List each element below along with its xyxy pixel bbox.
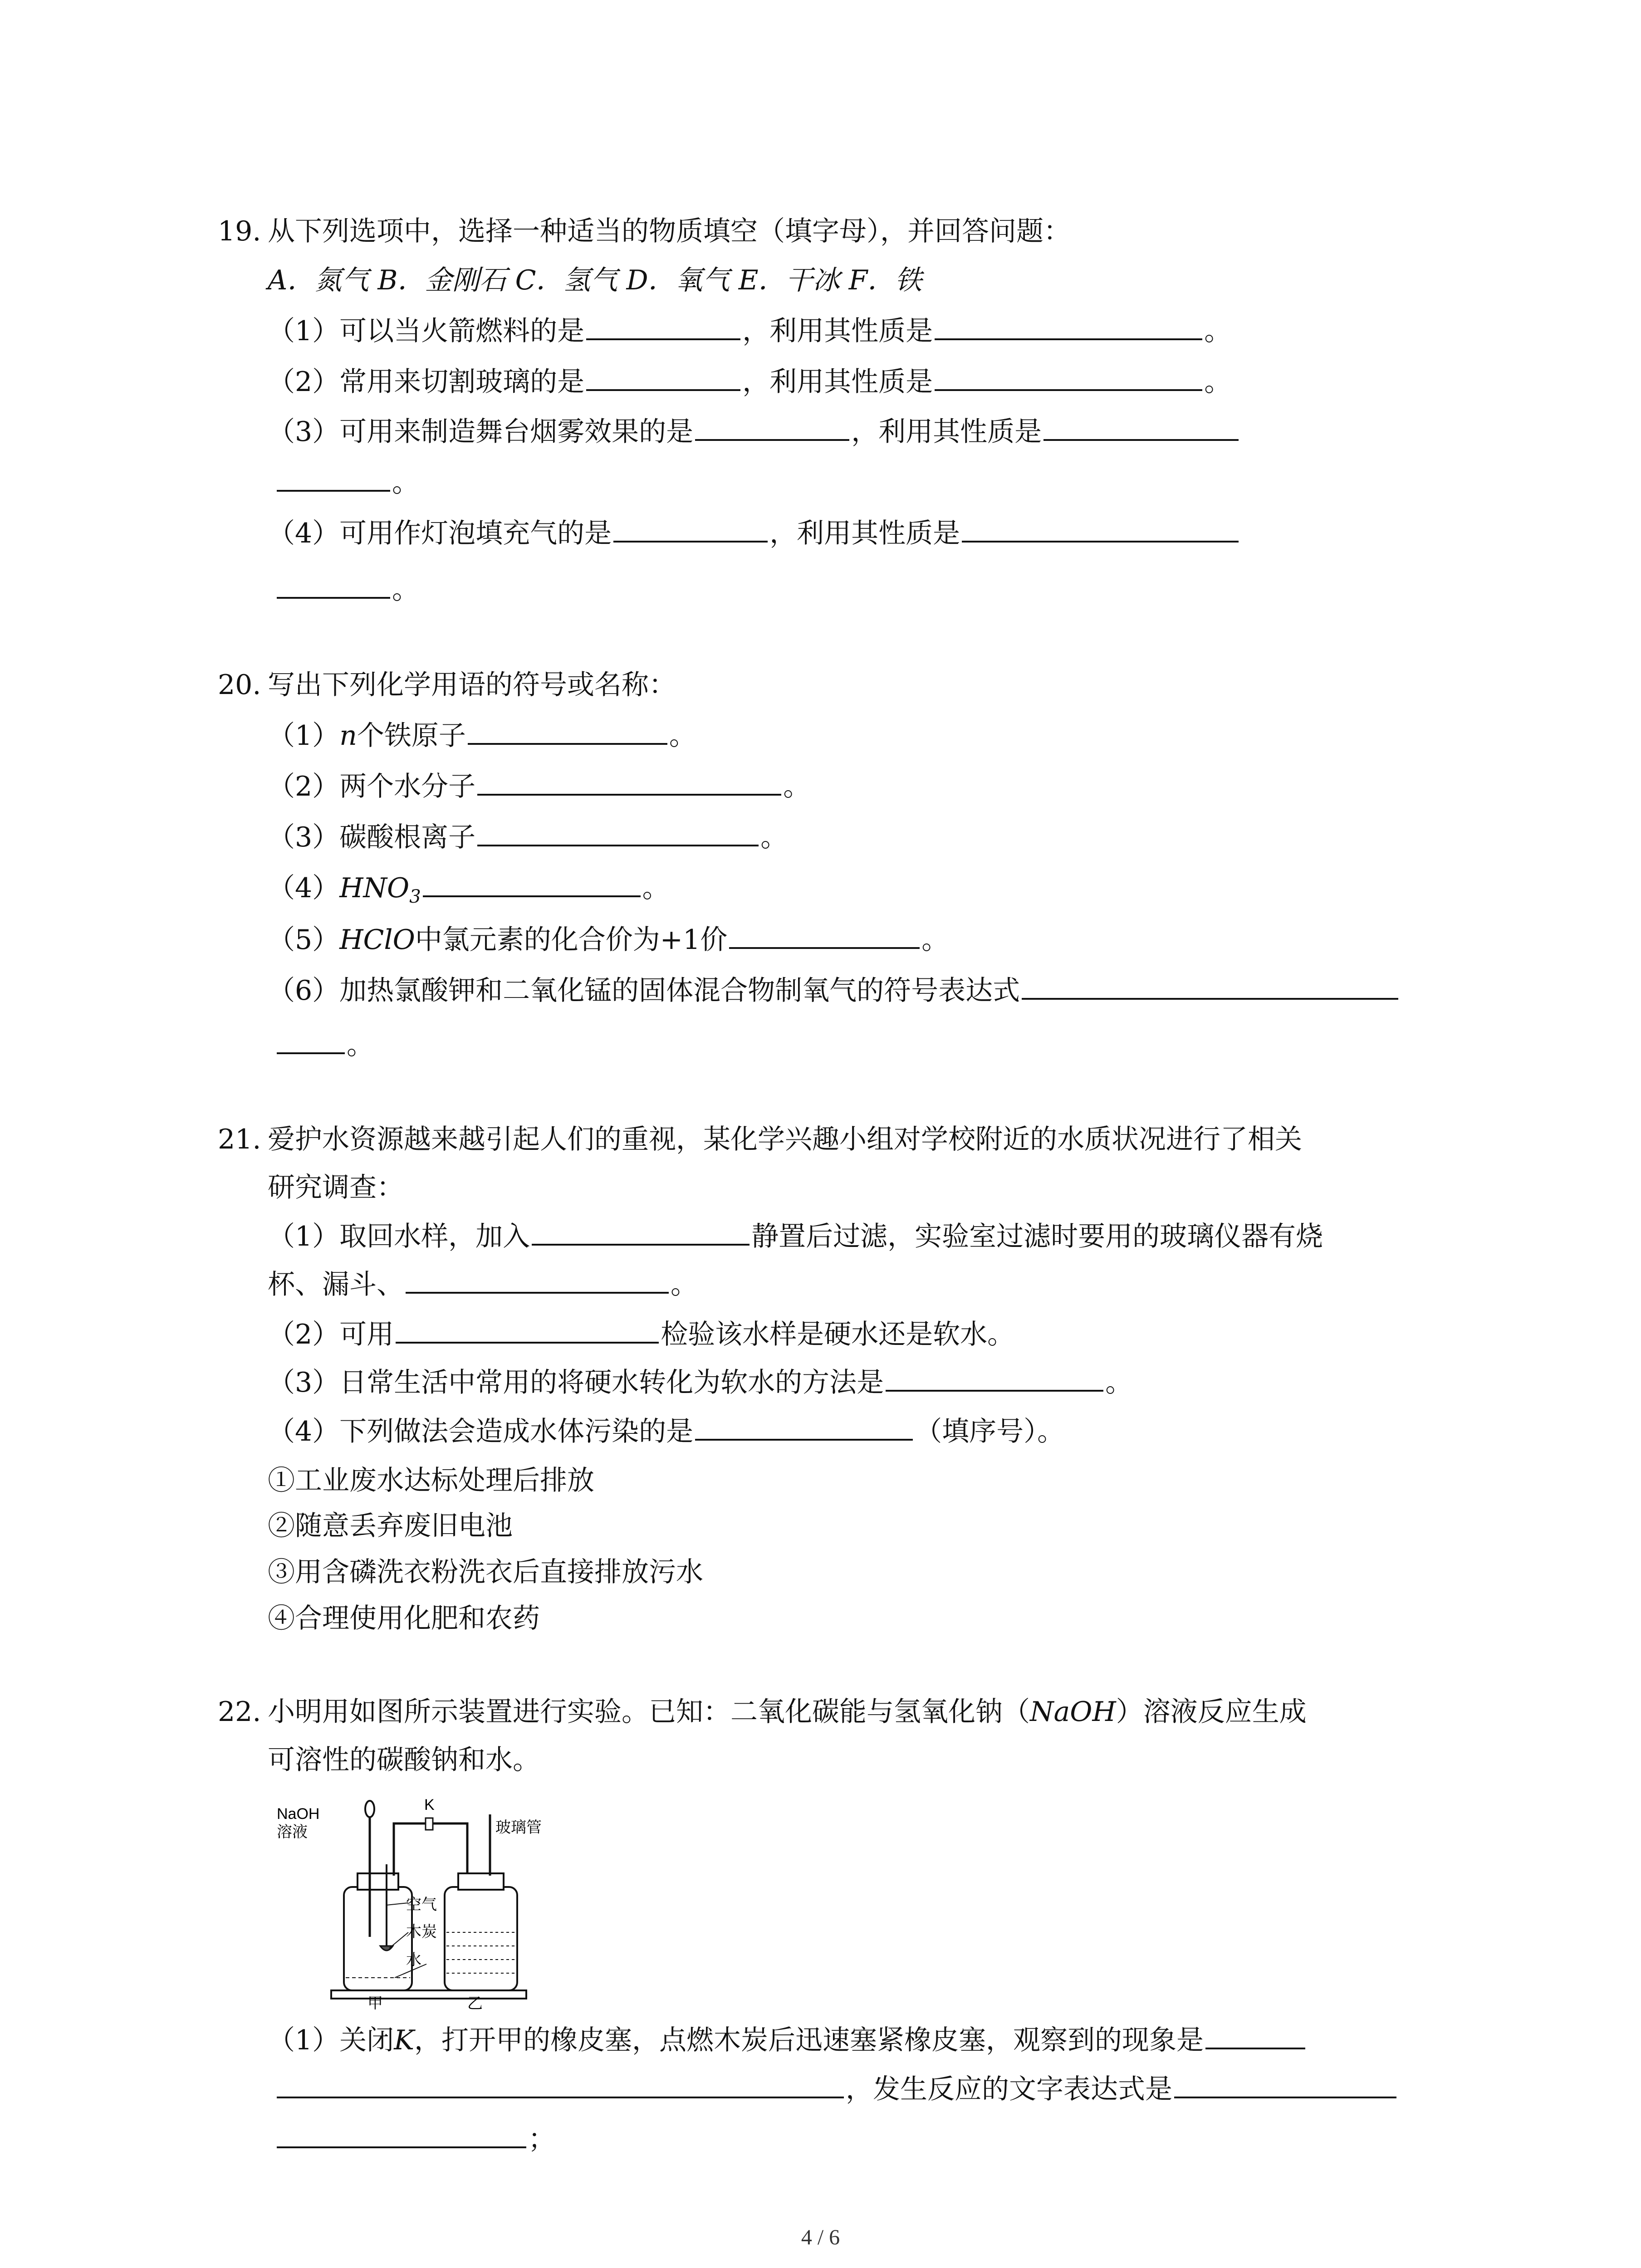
q20-p3-text: （3）碳酸根离子 xyxy=(268,821,476,853)
q22-part1-cont xyxy=(277,2071,1398,2107)
label-solution: 溶液 xyxy=(277,1823,308,1841)
q22-part1-cont-2 xyxy=(277,2121,555,2157)
q20-p2-period: 。 xyxy=(783,771,811,802)
q22-p1-blank-2-cont[interactable] xyxy=(277,2122,526,2148)
q19-part4-cont xyxy=(277,572,419,608)
q22-p1-semicolon: ； xyxy=(528,2123,555,2155)
q19-p2-period: 。 xyxy=(1204,366,1232,398)
q19-p1-blank-1[interactable] xyxy=(586,314,740,340)
q20-p5-blank[interactable] xyxy=(729,923,920,949)
q22-p1-text-a: （1）关闭 xyxy=(268,2024,394,2056)
q19-part1 xyxy=(268,313,1231,349)
q20-p5-text: 中氯元素的化合价为+1价 xyxy=(415,924,728,956)
q21-p2-text-a: （2）可用 xyxy=(268,1319,394,1350)
q19-p1-text-a: （1）可以当火箭燃料的是 xyxy=(268,315,585,347)
q21-part3 xyxy=(268,1364,1132,1401)
q21-p4-blank[interactable] xyxy=(695,1414,913,1441)
q20-p2-blank[interactable] xyxy=(477,769,781,796)
jar-yi-stopper xyxy=(458,1873,504,1890)
q19-p4-text-a: （4）可用作灯泡填充气的是 xyxy=(268,518,612,549)
label-water: 水 xyxy=(406,1951,421,1969)
q21-p1-blank-1[interactable] xyxy=(532,1219,749,1246)
label-naoh: NaOH xyxy=(277,1805,320,1823)
q20-part3 xyxy=(268,819,788,855)
q19-p2-blank-1[interactable] xyxy=(586,365,740,391)
jar-jia-stopper xyxy=(358,1873,398,1890)
q20-part2 xyxy=(268,768,810,805)
q20-p6-period: 。 xyxy=(347,1029,374,1061)
q20-p4-formula: HNO xyxy=(339,872,410,904)
q19-p3-blank-1[interactable] xyxy=(695,415,849,441)
q20-p5-pre: （5） xyxy=(268,924,340,956)
q19-p3-blank-2[interactable] xyxy=(1043,415,1239,441)
q19-p2-blank-2[interactable] xyxy=(935,365,1202,391)
q20-p1-var: n xyxy=(339,720,357,752)
q20-stem xyxy=(218,667,676,703)
q19-part3-cont xyxy=(277,464,419,501)
q19-p1-blank-2[interactable] xyxy=(935,314,1202,340)
q19-p2-text-b: ，利用其性质是 xyxy=(742,366,933,398)
q21-part4 xyxy=(268,1413,1064,1450)
q19-p3-text-b: ，利用其性质是 xyxy=(851,416,1042,448)
q21-option-2: ②随意丢弃废旧电池 xyxy=(268,1510,513,1542)
q21-number: 21. xyxy=(218,1124,261,1155)
q20-p1-text: 个铁原子 xyxy=(357,720,466,752)
q21-part1-cont xyxy=(268,1266,698,1303)
q21-stem xyxy=(218,1121,1302,1158)
q21-p2-blank[interactable] xyxy=(396,1317,659,1344)
q22-p1-blank-1-cont[interactable] xyxy=(277,2072,844,2098)
label-k: K xyxy=(424,1796,435,1813)
q22-part1 xyxy=(268,2022,1307,2058)
q20-p4-blank[interactable] xyxy=(423,871,641,897)
label-glass-tube: 玻璃管 xyxy=(495,1819,542,1836)
q21-p1-blank-2[interactable] xyxy=(406,1267,669,1294)
q20-part6-cont xyxy=(277,1027,374,1063)
q20-number: 20. xyxy=(218,669,261,701)
q20-p1-period: 。 xyxy=(669,720,696,752)
q22-stem-text-b: ）溶液反应生成 xyxy=(1116,1696,1307,1728)
jar-yi xyxy=(445,1887,517,1990)
q19-p4-text-b: ，利用其性质是 xyxy=(769,518,960,549)
q22-p1-var: K xyxy=(394,2024,415,2056)
q20-part4 xyxy=(268,870,670,906)
q20-p6-blank-cont[interactable] xyxy=(277,1028,345,1054)
platform xyxy=(331,1990,526,1999)
q20-part6 xyxy=(268,973,1400,1009)
q20-p1-blank[interactable] xyxy=(468,719,667,745)
q21-p3-period: 。 xyxy=(1105,1367,1133,1398)
q21-p1-period: 。 xyxy=(671,1269,698,1300)
q21-stem-2: 研究调查： xyxy=(268,1172,404,1203)
q19-p4-blank-2[interactable] xyxy=(962,516,1239,543)
q22-p1-text-c: ，发生反应的文字表达式是 xyxy=(846,2073,1172,2105)
q21-stem-text-1: 爱护水资源越来越引起人们的重视，某化学兴趣小组对学校附近的水质状况进行了相关 xyxy=(268,1124,1302,1155)
q20-p3-blank[interactable] xyxy=(477,820,759,846)
apparatus-diagram xyxy=(277,1796,549,2009)
q20-p4-subscript: 3 xyxy=(409,886,421,907)
q20-p4-pre: （4） xyxy=(268,872,340,904)
q19-p3-text-a: （3）可用来制造舞台烟雾效果的是 xyxy=(268,416,694,448)
q20-part1 xyxy=(268,718,696,754)
q20-p3-period: 。 xyxy=(760,821,788,853)
q22-stem-text-a: 小明用如图所示装置进行实验。已知：二氧化碳能与氢氧化钠（ xyxy=(268,1696,1030,1728)
q21-option-3: ③用含磷洗衣粉洗衣后直接排放污水 xyxy=(268,1556,703,1588)
q19-part2 xyxy=(268,364,1231,400)
q21-p1-text-b: 静置后过滤，实验室过滤时要用的玻璃仪器有烧 xyxy=(751,1221,1323,1252)
q19-number: 19. xyxy=(218,215,261,247)
q21-p4-text-a: （4）下列做法会造成水体污染的是 xyxy=(268,1416,694,1447)
clamp-k xyxy=(426,1818,433,1830)
q19-p1-text-b: ，利用其性质是 xyxy=(742,315,933,347)
label-air: 空气 xyxy=(406,1896,437,1913)
q19-p2-text-a: （2）常用来切割玻璃的是 xyxy=(268,366,585,398)
apparatus-figure xyxy=(277,1796,549,2009)
q22-p1-blank-2[interactable] xyxy=(1174,2072,1396,2098)
q19-stem-text: 从下列选项中，选择一种适当的物质填空（填字母），并回答问题： xyxy=(268,215,1071,247)
q22-stem-2: 可溶性的碳酸钠和水。 xyxy=(268,1744,540,1776)
q21-part1 xyxy=(268,1218,1323,1255)
q22-stem-formula: NaOH xyxy=(1030,1696,1116,1728)
q20-p2-text: （2）两个水分子 xyxy=(268,771,476,802)
q21-p3-blank[interactable] xyxy=(886,1365,1103,1392)
q19-part3 xyxy=(268,414,1240,450)
page-number: 4 / 6 xyxy=(801,2225,840,2249)
q22-number: 22. xyxy=(218,1696,261,1728)
q20-p5-formula: HClO xyxy=(339,924,415,956)
q19-p3-period: 。 xyxy=(392,467,419,499)
q22-p1-blank-1[interactable] xyxy=(1205,2023,1305,2049)
q22-stem xyxy=(218,1694,1307,1730)
q21-p3-text: （3）日常生活中常用的将硬水转化为软水的方法是 xyxy=(268,1367,884,1398)
q20-p1-pre: （1） xyxy=(268,720,340,752)
q21-p1-text-a: （1）取回水样，加入 xyxy=(268,1221,530,1252)
label-yi: 乙 xyxy=(467,1995,483,2009)
q21-option-1: ①工业废水达标处理后排放 xyxy=(268,1465,594,1496)
q20-p6-text: （6）加热氯酸钾和二氧化锰的固体混合物制氧气的符号表达式 xyxy=(268,975,1020,1007)
q19-options: A．氮气 B．金刚石 C．氢气 D．氧气 E．干冰 F．铁 xyxy=(268,264,922,296)
label-charcoal: 木炭 xyxy=(406,1923,437,1941)
q21-p2-text-b: 检验该水样是硬水还是软水。 xyxy=(661,1319,1015,1350)
q19-p1-period: 。 xyxy=(1204,315,1232,347)
dropper-bulb xyxy=(365,1801,374,1817)
q20-p5-period: 。 xyxy=(921,924,949,956)
q19-part4 xyxy=(268,515,1240,552)
q21-option-4: ④合理使用化肥和农药 xyxy=(268,1603,540,1634)
label-jia: 甲 xyxy=(367,1995,383,2009)
q20-part5 xyxy=(268,922,949,958)
q19-p3-blank-2-cont[interactable] xyxy=(277,465,390,492)
q21-p1-text-c: 杯、漏斗、 xyxy=(268,1269,404,1300)
q19-p4-blank-2-cont[interactable] xyxy=(277,572,390,599)
q21-part2 xyxy=(268,1316,1014,1353)
q19-stem xyxy=(218,213,1071,249)
q20-p6-blank[interactable] xyxy=(1022,973,1398,1000)
q20-p4-period: 。 xyxy=(642,872,670,904)
q22-p1-text-b: ，打开甲的橡皮塞，点燃木炭后迅速塞紧橡皮塞，观察到的现象是 xyxy=(414,2024,1204,2056)
q20-stem-text: 写出下列化学用语的符号或名称： xyxy=(268,669,676,701)
q19-p4-blank-1[interactable] xyxy=(613,516,768,543)
q19-p4-period: 。 xyxy=(392,574,419,606)
q21-p4-text-b: （填序号）。 xyxy=(915,1416,1065,1447)
